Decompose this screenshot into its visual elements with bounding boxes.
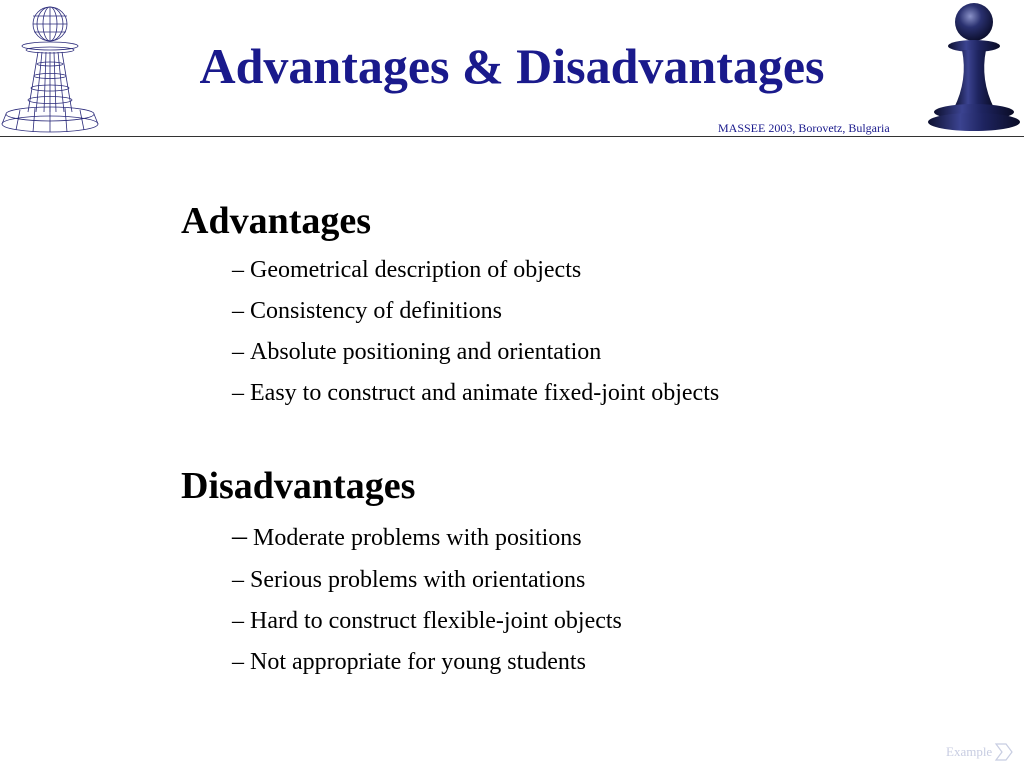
conference-credit: MASSEE 2003, Borovetz, Bulgaria (718, 121, 890, 135)
dash-bullet: – (232, 257, 244, 283)
advantages-list (232, 256, 719, 420)
advantages-heading: Advantages (181, 200, 372, 242)
dash-bullet: – (232, 380, 244, 406)
list-item: – Geometrical description of objects (232, 257, 582, 283)
slide-title: Advantages & Disadvantages (199, 38, 825, 94)
dash-bullet: – (232, 608, 244, 634)
list-item: – Not appropriate for young students (232, 649, 586, 675)
dash-bullet: – (232, 567, 244, 593)
list-item: – Hard to construct flexible-joint objects (232, 608, 622, 634)
header-divider (0, 136, 1024, 137)
dash-bullet: – (232, 298, 244, 324)
chevron-right-icon (994, 742, 1014, 762)
example-label: Example (946, 744, 993, 759)
example-link[interactable] (946, 742, 1014, 762)
dash-bullet: – (232, 519, 247, 552)
disadvantages-list (232, 519, 622, 689)
list-item: – Serious problems with orientations (232, 567, 586, 593)
dash-bullet: – (232, 339, 244, 365)
list-item: – Consistency of definitions (232, 298, 502, 324)
list-item: – Easy to construct and animate fixed-joint objects (232, 380, 720, 406)
list-item: – Moderate problems with positions (232, 519, 582, 552)
list-item: – Absolute positioning and orientation (232, 339, 602, 365)
dash-bullet: – (232, 649, 244, 675)
disadvantages-heading: Disadvantages (181, 465, 416, 507)
